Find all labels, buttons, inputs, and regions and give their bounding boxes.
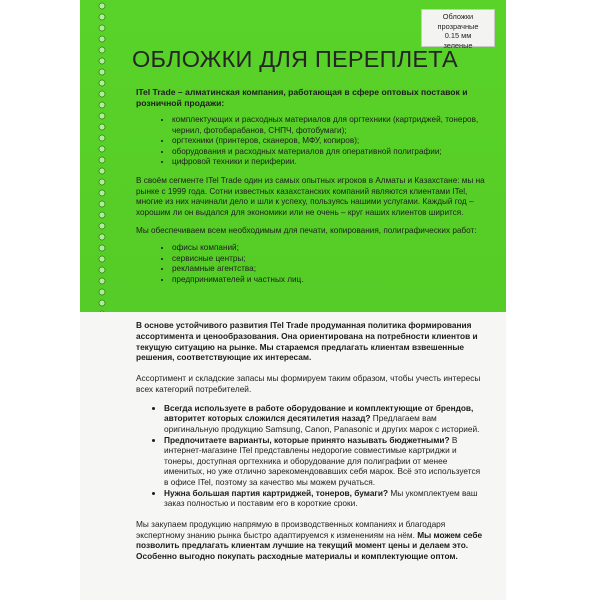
question-bold: Предпочитаете варианты, которые принято называть бюджетными? xyxy=(164,434,450,445)
question-answer: Предлагаем вам оригинальную продукцию Samsung, Canon, Panasonic и других марок с историей. xyxy=(164,413,480,434)
flyer-intro: ITel Trade – алматинская компания, работающая в сфере оптовых поставок и розничной продажи: xyxy=(136,87,468,108)
sticker-line: 0.15 мм xyxy=(444,31,472,40)
sticker-line: зеленые xyxy=(443,40,473,50)
list-item: • рекламные агентства; xyxy=(172,264,498,275)
closing-text: Мы закупаем продукцию напрямую в производственных компаниях и благодаря экспертному знанию рынка быстро адаптируемся к изменениям на нём. xyxy=(136,518,446,540)
list-item: • предпринимателей и частных лиц. xyxy=(172,275,498,286)
question-bold: Всегда используете в работе оборудование и комплектующие от брендов, авторитет которых сложился десятилетия назад? xyxy=(164,402,474,424)
company-paragraph: В своём сегменте ITel Trade один из самых опытных игроков в Алматы и Казахстане: мы на рынке с 1999 года. Сотни известных казахстанских компаний являются клиентами ITel, многие из них начинали дело и шли к успеху, пользуясь нашими услугами. Каждый год – хорошим ли он выдался для экономики или не очень – круг наших клиентов ширится. xyxy=(136,175,485,217)
binding-holes xyxy=(95,0,113,312)
list-item: • оргтехники (принтеров, сканеров, МФУ, копиров); xyxy=(172,136,498,147)
assortment-paragraph: Ассортимент и складские запасы мы формируем таким образом, чтобы учесть интересы всех категорий потребителей. xyxy=(136,373,481,394)
question-bold: Нужна большая партия картриджей, тонеров, бумаги? xyxy=(164,487,389,498)
list-item xyxy=(164,403,486,435)
list-item: • сервисные центры; xyxy=(172,254,498,265)
sticker-line: прозрачные xyxy=(437,21,479,31)
list-item xyxy=(164,488,486,509)
policy-paragraph: В основе устойчивого развития ITel Trade продуманная политика формирования ассортимента и ценообразования. Она ориентирована на потребности клиентов и текущую ситуацию на рынке. Мы стараемся предлагать клиентам взвешенные решения, соответствующие их интересам. xyxy=(136,320,478,363)
sticker-line: Обложки xyxy=(442,12,474,21)
list-item: • офисы компаний; xyxy=(172,243,498,254)
list-item: • оборудования и расходных материалов для оперативной полиграфии; xyxy=(172,147,498,158)
clients-list xyxy=(128,243,498,285)
question-answer: В интернет-магазине ITel представлены недорогие совместимые картриджи и тонеры, доступная оргтехника и оборудование для полиграфии от менее именитых, но уже отлично зарекомендовавших себя марок. Всё это используется в офисе ITel, поэтому за качество мы можем ручаться. xyxy=(164,434,481,487)
cover-title: ОБЛОЖКИ ДЛЯ ПЕРЕПЛЕТА xyxy=(132,46,458,72)
flyer-bottom xyxy=(136,320,486,562)
closing-paragraph xyxy=(136,519,486,562)
questions-list xyxy=(136,403,486,509)
products-list xyxy=(128,115,498,168)
question-answer: Мы укомплектуем ваш заказ полностью и поставим его в короткие сроки. xyxy=(164,487,478,509)
list-item: • цифровой техники и периферии. xyxy=(172,157,498,168)
cover-content xyxy=(128,30,498,285)
list-item xyxy=(164,435,486,488)
list-item: • комплектующих и расходных материалов для оргтехники (картриджей, тонеров, чернил, фотобарабанов, СНПЧ, фотобумаги); xyxy=(172,115,498,136)
supply-paragraph: Мы обеспечиваем всем необходимым для печати, копирования, полиграфических работ: xyxy=(136,226,477,236)
closing-bold: Мы можем себе позволить предлагать клиентам лучшие на текущий момент цены и делаем это. Особенно выгодно покупать расходные материалы и комплектующие оптом. xyxy=(136,529,483,562)
